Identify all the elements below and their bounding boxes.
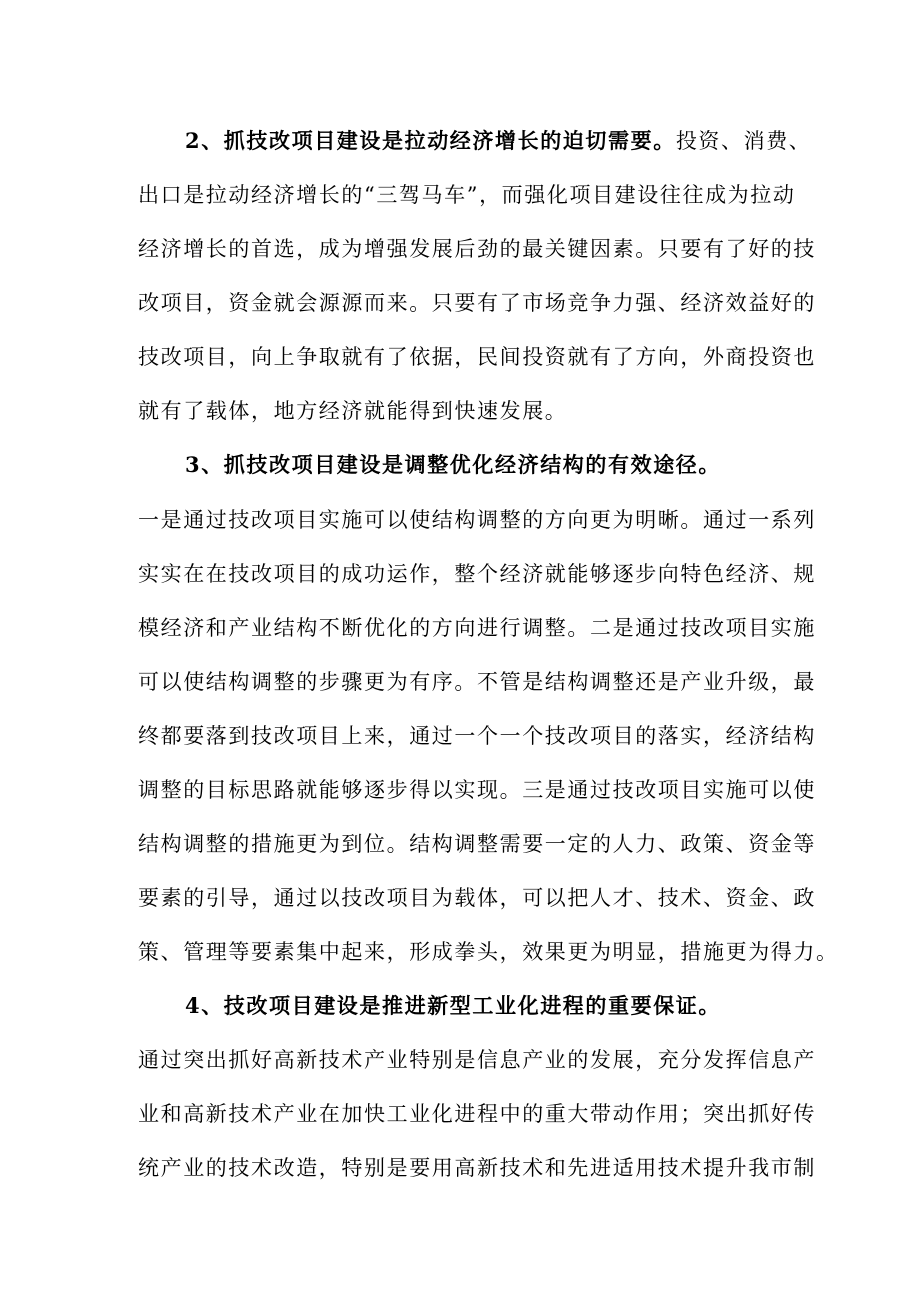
paragraph-line <box>138 234 816 264</box>
body-text: 模经济和产业结构不断优化的方向进行调整。二是通过技改项目实施 <box>138 616 816 640</box>
paragraph-line <box>138 180 796 210</box>
paragraph-line <box>138 1099 816 1129</box>
body-text: 出口是拉动经济增长的“三驾马车”，而强化项目建设往往成为拉动 <box>138 183 796 207</box>
paragraph-line <box>138 883 816 913</box>
paragraph-line <box>185 991 784 1021</box>
body-text: 可以使结构调整的步骤更为有序。不管是结构调整还是产业升级，最 <box>138 670 816 694</box>
paragraph-line <box>138 559 816 589</box>
body-text: 统产业的技术改造，特别是要用高新技术和先进适用技术提升我市制 <box>138 1156 816 1180</box>
paragraph-line <box>138 1153 816 1183</box>
body-text: 投资、消费、 <box>675 129 812 153</box>
body-text: 终都要落到技改项目上来，通过一个一个技改项目的落实，经济结构 <box>138 724 816 748</box>
body-text: 经济增长的首选，成为增强发展后劲的最关键因素。只要有了好的技 <box>138 237 816 261</box>
paragraph-line <box>138 829 816 859</box>
paragraph-line <box>138 667 816 697</box>
body-text: 结构调整的措施更为到位。结构调整需要一定的人力、政策、资金等 <box>138 832 816 856</box>
paragraph-line <box>138 613 816 643</box>
paragraph-line <box>138 775 816 805</box>
body-text: 策、管理等要素集中起来，形成拳头，效果更为明显，措施更为得力。 <box>138 940 839 964</box>
paragraph-line <box>138 937 839 967</box>
body-text: 通过突出抓好高新技术产业特别是信息产业的发展，充分发挥信息产 <box>138 1048 816 1072</box>
paragraph-line <box>138 342 816 372</box>
paragraph-line <box>185 450 784 480</box>
body-text: 业和高新技术产业在加快工业化进程中的重大带动作用；突出抓好传 <box>138 1102 816 1126</box>
body-text: 就有了载体，地方经济就能得到快速发展。 <box>138 399 568 423</box>
body-text: 改项目，资金就会源源而来。只要有了市场竞争力强、经济效益好的 <box>138 291 816 315</box>
paragraph-line <box>138 1045 816 1075</box>
body-text: 一是通过技改项目实施可以使结构调整的方向更为明晰。通过一系列 <box>138 508 816 532</box>
section-heading: 2、抓技改项目建设是拉动经济增长的迫切需要。 <box>185 128 676 153</box>
body-text: 实实在在技改项目的成功运作，整个经济就能够逐步向特色经济、规 <box>138 562 816 586</box>
paragraph-line <box>138 288 816 318</box>
body-text: 技改项目，向上争取就有了依据，民间投资就有了方向，外商投资也 <box>138 345 816 369</box>
paragraph-line <box>138 721 816 751</box>
paragraph-line <box>185 126 812 156</box>
section-heading: 4、技改项目建设是推进新型工业化进程的重要保证。 <box>185 993 722 1018</box>
paragraph-line <box>138 396 784 426</box>
section-heading: 3、抓技改项目建设是调整优化经济结构的有效途径。 <box>185 452 722 477</box>
body-text: 调整的目标思路就能够逐步得以实现。三是通过技改项目实施可以使 <box>138 778 816 802</box>
body-text: 要素的引导，通过以技改项目为载体，可以把人才、技术、资金、政 <box>138 886 816 910</box>
paragraph-line <box>138 505 816 535</box>
